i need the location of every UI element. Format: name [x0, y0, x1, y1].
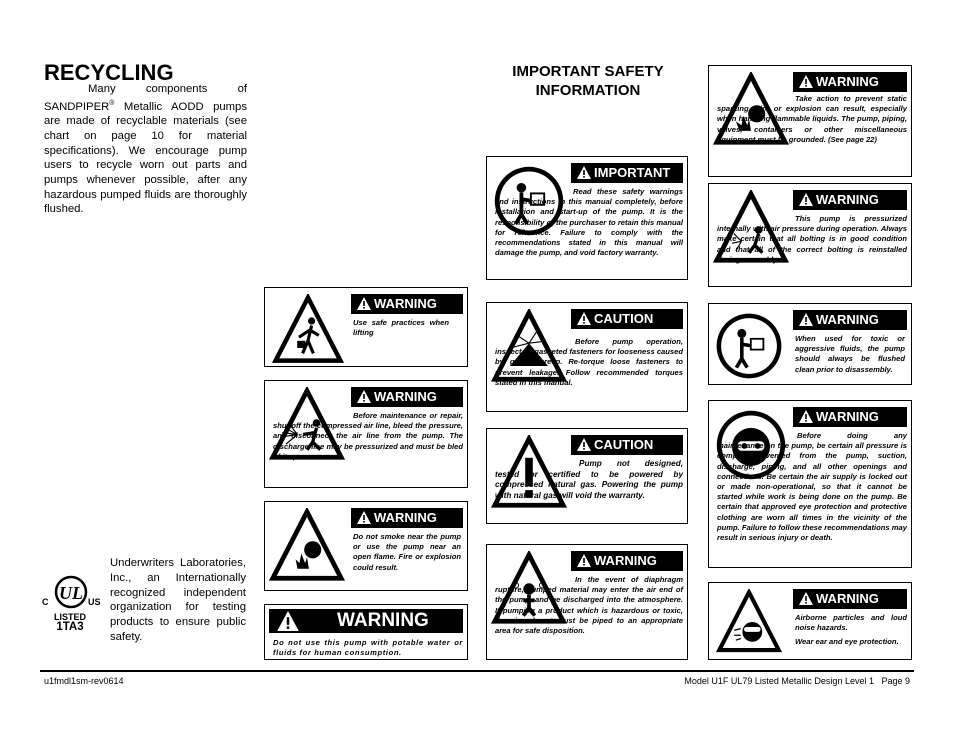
- warning-card-diaphragm: [486, 544, 688, 660]
- recycling-body: [44, 82, 247, 217]
- ul-listed-label: [40, 612, 100, 632]
- warning-text: Take action to prevent static sparking. Fire or explosion can result, especially when handling flammable liquids. The pump, piping, valves, containers or other miscellaneous equipment must be grounded. (See page 22): [717, 94, 907, 144]
- warning-card-smoke: [264, 501, 468, 591]
- alert-triangle-icon: [577, 166, 591, 179]
- ul-listed: LISTED: [53, 612, 86, 622]
- warning-text-2: Wear ear and eye protection.: [795, 637, 899, 646]
- alert-triangle-icon: [799, 193, 813, 206]
- warning-text: Do not use this pump with potable water or fluids for human consumption.: [273, 638, 463, 658]
- recycling-text: Metallic AODD pumps are made of recyclable materials (see chart on page 10 for material specifications). We encourage pump users to recycle worn out parts and pumps whenever possible, after any hazardous pumped fluids are thoroughly flushed.: [44, 100, 247, 216]
- alert-triangle-icon: [357, 511, 371, 524]
- warning-card-protective: [708, 400, 912, 568]
- alert-triangle-icon: [577, 554, 591, 567]
- warning-header: WARNING: [793, 190, 907, 210]
- footer-rule: [40, 670, 914, 672]
- warning-card-pressure: [264, 380, 468, 488]
- ul-us: US: [88, 597, 101, 607]
- important-text: Read these safety warnings and instructions in this manual completely, before installation and start-up of the pump. It is the responsibility of the purchaser to retain this manual for reference. Failure to comply with the recommendations stated in this manual will damage the pump, and void factory warranty.: [495, 187, 683, 258]
- footer-page-info: Model U1F UL79 Listed Metallic Design Level 1 Page 9: [684, 676, 910, 686]
- alert-triangle-icon: [357, 390, 371, 403]
- caution-header: CAUTION: [571, 435, 683, 455]
- warning-header: WARNING: [571, 551, 683, 571]
- warning-card-airborne: [708, 582, 912, 660]
- warning-text: This pump is pressurized internally with air pressure during operation. Always make certain that all bolting is in good condition and that all of the correct bolting is reinstalled during assembly.: [717, 214, 907, 264]
- warning-header: WARNING: [269, 609, 463, 633]
- open-flame-icon: [269, 508, 345, 584]
- warning-card-pressurized: [708, 183, 912, 287]
- warning-text: In the event of diaphragm rupture, pumped material may enter the air end of the pump, and be discharged into the atmosphere. If pumping a product which is hazardous or toxic, the air exhaust must be piped to an appropriate area for safe disposition.: [495, 575, 683, 636]
- warning-text: Before maintenance or repair, shut off the compressed air line, bleed the pressure, and disconnect the air line from the pump. The discharge line may be pressurized and must be bled of its pressure.: [273, 411, 463, 461]
- caution-text: Before pump operation, inspect all gasketed fasteners for looseness caused by gasket creep. Re-torque loose fasteners to prevent leakage. Follow recommended torques stated in this manual.: [495, 337, 683, 387]
- warning-text: Airborne particles and loud noise hazards.: [795, 613, 907, 633]
- caution-text: Pump not designed, tested or certified to be powered by compressed natural gas. Powering the pump with natural gas will void the warranty.: [495, 459, 683, 500]
- caution-header: CAUTION: [571, 309, 683, 329]
- warning-header: WARNING: [351, 387, 463, 407]
- lifting-hazard-icon: [269, 294, 347, 366]
- ul-c: C: [42, 597, 49, 607]
- warning-text: When used for toxic or aggressive fluids, the pump should always be flushed clean prior to disassembly.: [795, 334, 905, 374]
- warning-card-toxic: [708, 303, 912, 385]
- alert-triangle-icon: [577, 312, 591, 325]
- warning-header: WARNING: [793, 407, 907, 427]
- ul-description: Underwriters Laboratories, Inc., an Internationally recognized independent organization for testing products to ensure public safety.: [110, 557, 246, 643]
- caution-card-gas: [486, 428, 688, 524]
- footer-doc-code: u1fmdl1sm-rev0614: [44, 676, 124, 686]
- alert-triangle-icon: [799, 313, 813, 326]
- warning-card-potable: [264, 604, 468, 660]
- warning-header: WARNING: [793, 72, 907, 92]
- important-header: IMPORTANT: [571, 163, 683, 183]
- warning-header: WARNING: [351, 294, 463, 314]
- ul-mark: UL: [59, 583, 83, 603]
- warning-card-static: [708, 65, 912, 177]
- alert-triangle-icon: [577, 438, 591, 451]
- warning-header: WARNING: [793, 310, 907, 330]
- ul-code: 1TA3: [56, 621, 84, 633]
- alert-triangle-icon: [799, 75, 813, 88]
- ear-eye-protection-icon: [713, 589, 785, 655]
- alert-triangle-icon: [799, 592, 813, 605]
- alert-triangle-icon: [357, 297, 371, 310]
- important-card: [486, 156, 688, 280]
- warning-header: WARNING: [793, 589, 907, 609]
- alert-triangle-icon: [799, 410, 813, 423]
- caution-card-torque: [486, 302, 688, 412]
- recycling-title: RECYCLING: [44, 60, 174, 85]
- read-manual-icon: [713, 310, 785, 382]
- warning-header: WARNING: [351, 508, 463, 528]
- safety-section-title: IMPORTANT SAFETY INFORMATION: [512, 63, 664, 99]
- warning-card-lifting: [264, 287, 468, 367]
- recycling-lead: Many components of SANDPIPER: [44, 83, 247, 113]
- registered-mark: ®: [109, 99, 115, 107]
- warning-text: Use safe practices when lifting: [353, 318, 449, 338]
- alert-triangle-icon: [277, 611, 299, 631]
- warning-text: Before doing any maintenance on the pump, be certain all pressure is completely vented from the pump, suction, discharge, piping, and all other openings and connections. Be certain the air supply is locked out or made non-operational, so that it cannot be started while work is being done on the pump. Be certain that approved eye protection and protective clothing are worn all times in the vicinity of the pump. Failure to follow these recommendations may result in serious injury or death.: [717, 431, 907, 543]
- warning-text: Do not smoke near the pump or use the pump near an open flame. Fire or explosion could result.: [353, 532, 461, 572]
